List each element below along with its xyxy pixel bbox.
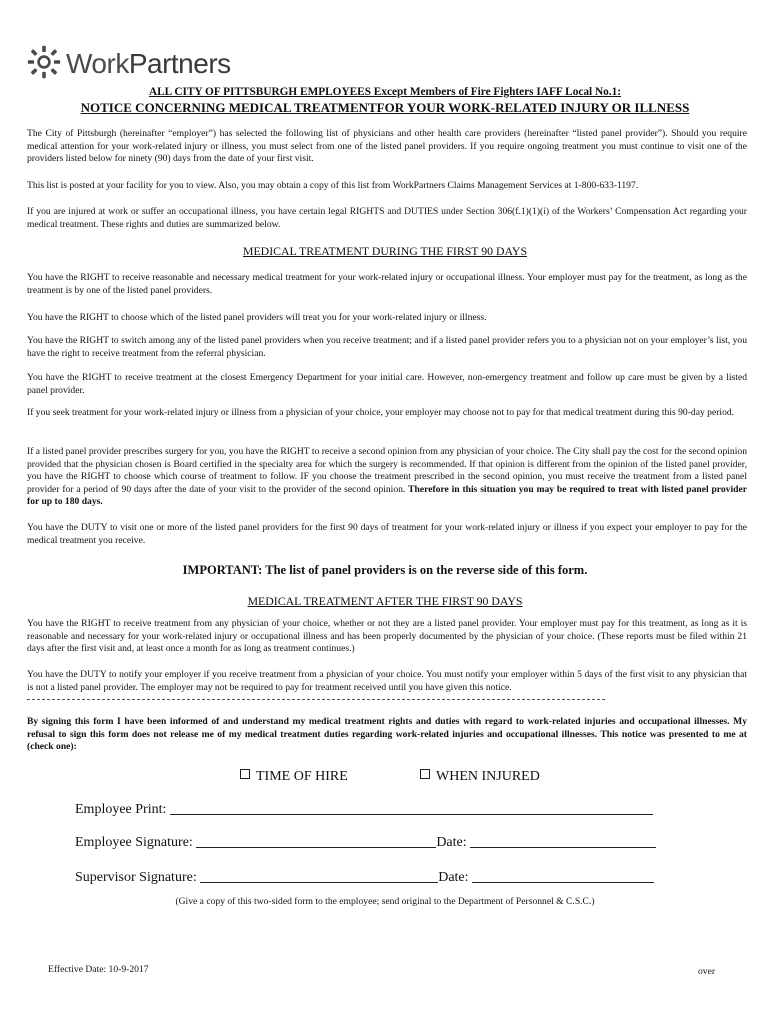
distribution-instructions: (Give a copy of this two-sided form to the employee; send original to the Department of Personnel & C.S.C.) <box>175 896 595 907</box>
gear-sun-logo-icon <box>26 44 62 85</box>
important-label: IMPORTANT: <box>182 563 263 577</box>
brand-work: Work <box>66 48 129 79</box>
option-time-of-hire[interactable] <box>240 769 348 785</box>
brand-wordmark <box>66 48 231 80</box>
option-when-injured[interactable] <box>420 769 540 785</box>
option-time-of-hire-label: TIME OF HIRE <box>256 769 348 784</box>
supervisor-date-label: Date: <box>438 870 469 885</box>
supervisor-signature-label: Supervisor Signature: <box>75 870 197 885</box>
option-when-injured-label: WHEN INJURED <box>436 769 540 784</box>
first-90-days-heading: MEDICAL TREATMENT DURING THE FIRST 90 DAYS <box>242 244 528 258</box>
checkbox-when-injured[interactable] <box>420 769 430 779</box>
supervisor-signature-row <box>75 869 654 886</box>
over-indicator: over <box>698 966 716 977</box>
first90-paragraph-2: You have the RIGHT to choose which of the listed panel providers will treat you for your work-related injury or illness. <box>27 312 487 323</box>
acknowledgement-statement: By signing this form I have been informed of and understand my medical treatment rights and duties with regard to work-related injuries and occupational illnesses. My refusal to sign this form does not release me of my medical treatment duties regarding work-related injuries and occupational illnesses. This notice was presented to me at (check one): <box>27 716 747 753</box>
employee-signature-row <box>75 834 656 851</box>
after90-paragraph-2: You have the DUTY to notify your employer if you receive treatment from a physician of your choice. You must notify your employer within 5 days of the first visit to any physician that is not a listed panel provider. The employer may not be required to pay for treatment received until you have given this notice. <box>27 669 747 693</box>
employee-print-label: Employee Print: <box>75 802 167 817</box>
after90-paragraph-1: You have the RIGHT to receive treatment from any physician of your choice, whether or not they are a listed panel provider. Your employer must pay for this treatment, as long as it is reasonable and necessary for your work-related injury or occupational illness and has been properly documented by the physician of your choice. (These reports must be filed within 21 days after the first visit and, at least once a month for as long as treatment continues.) <box>27 618 747 655</box>
brand-partners: Partners <box>128 48 231 79</box>
important-notice <box>0 563 770 578</box>
employee-signature-label: Employee Signature: <box>75 835 193 850</box>
employee-signature-field[interactable] <box>196 834 436 848</box>
surgery-second-opinion-text: If a listed panel provider prescribes surgery for you, you have the RIGHT to receive a second opinion from any physician of your choice. The City shall pay the cost for the second opinion provided that the physician chosen is Board certified in the specialty area for which the surgery is recommended. If that opinion is different from the opinion of the listed panel provider, you have the RIGHT to choose which course of treatment to follow. IF you choose the treatment prescribed in the second opinion, you must receive the treatment from a listed panel provider for a period of 90 days after the date of your visit to the provider of the second opinion. <box>27 446 747 495</box>
first90-paragraph-5: If you seek treatment for your work-related injury or illness from a physician of your choice, your employer may choose not to pay for that medical treatment during this 90-day period. <box>27 407 735 418</box>
first90-paragraph-7: You have the DUTY to visit one or more of the listed panel providers for the first 90 days of treatment for your work-related injury or illness if you expect your employer to pay for the medical treatment you receive. <box>27 522 747 546</box>
intro-paragraph-3: If you are injured at work or suffer an occupational illness, you have certain legal RIGHTS and DUTIES under Section 306(f.1)(1)(i) of the Workers’ Compensation Act regarding your medical treatment. These rights and duties are summarized below. <box>27 206 747 230</box>
supervisor-date-field[interactable] <box>472 869 654 883</box>
supervisor-signature-field[interactable] <box>200 869 438 883</box>
notice-title: NOTICE CONCERNING MEDICAL TREATMENTFOR YOUR WORK-RELATED INJURY OR ILLNESS <box>80 100 690 115</box>
surgery-180-days-note: Therefore in this situation you may be required to treat with listed panel provider for up to 180 days. <box>27 483 747 508</box>
intro-paragraph-2: This list is posted at your facility for you to view. Also, you may obtain a copy of this list from WorkPartners Claims Management Services at 1-800-633-1197. <box>27 180 639 191</box>
employee-print-field[interactable] <box>170 801 653 815</box>
first90-paragraph-6 <box>27 446 747 509</box>
employee-date-field[interactable] <box>470 834 656 848</box>
employee-print-row <box>75 801 653 818</box>
after-90-days-heading: MEDICAL TREATMENT AFTER THE FIRST 90 DAYS <box>247 594 523 608</box>
first90-paragraph-1: You have the RIGHT to receive reasonable and necessary medical treatment for your work-related injury or occupational illness. Your employer must pay for the treatment, as long as the treatment is by one of the listed panel providers. <box>27 272 747 296</box>
first90-paragraph-4: You have the RIGHT to receive treatment at the closest Emergency Department for your initial care. However, non-emergency treatment and follow up care must be given by a listed panel provider. <box>27 372 747 396</box>
first90-paragraph-3: You have the RIGHT to switch among any of the listed panel providers when you receive treatment; and if a listed panel provider refers you to a physician not on your employer’s list, you have the right to receive treatment from the referral physician. <box>27 335 747 359</box>
workpartners-logo <box>26 44 231 84</box>
dashed-divider <box>27 699 605 700</box>
effective-date: Effective Date: 10-9-2017 <box>48 964 149 975</box>
employee-date-label: Date: <box>436 835 467 850</box>
audience-heading: ALL CITY OF PITTSBURGH EMPLOYEES Except Members of Fire Fighters IAFF Local No.1: <box>148 86 622 98</box>
intro-paragraph-1: The City of Pittsburgh (hereinafter “employer”) has selected the following list of physicians and other health care providers (hereinafter “listed panel provider”). Should you require medical attention for your work-related injury or illness, you must select from one of the listed panel providers. If you require ongoing treatment you must continue to visit one of the providers listed below for ninety (90) days from the date of your first visit. <box>27 128 747 165</box>
important-text: The list of panel providers is on the reverse side of this form. <box>265 563 588 577</box>
checkbox-time-of-hire[interactable] <box>240 769 250 779</box>
